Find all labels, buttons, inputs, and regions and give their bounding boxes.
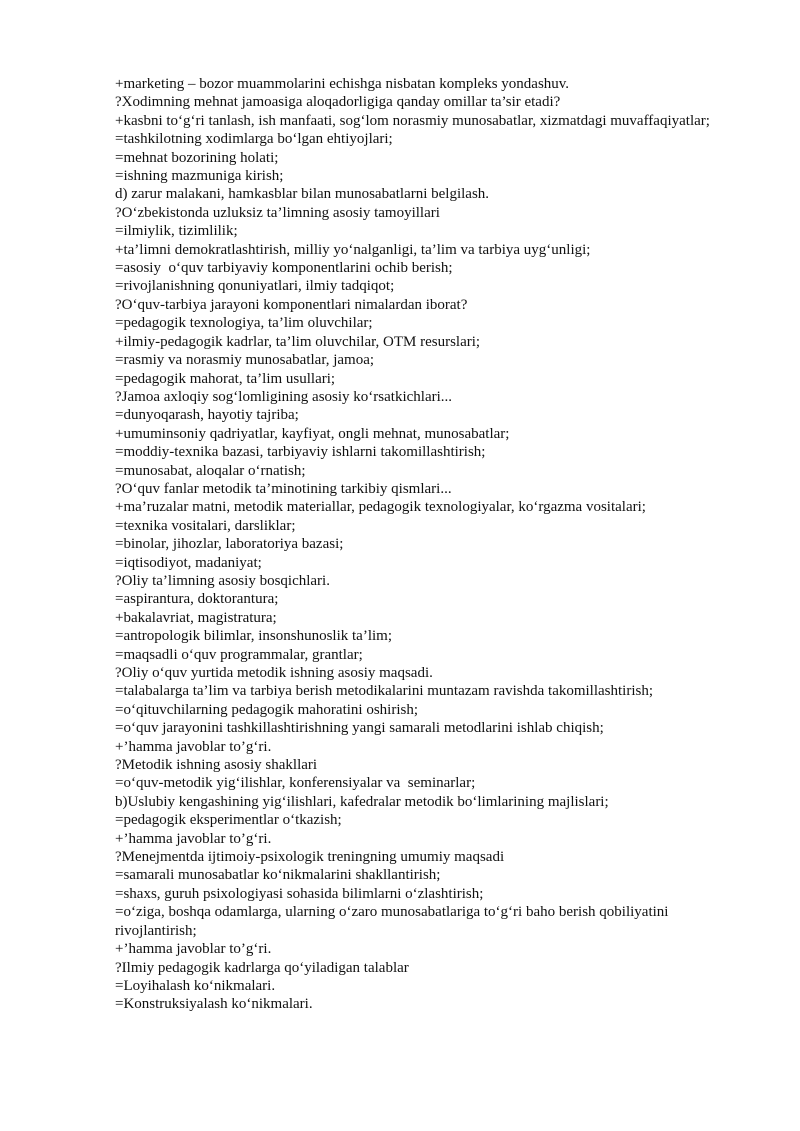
text-line: b)Uslubiy kengashining yig‘ilishlari, kafedralar metodik bo‘limlarining majlislari; [115, 793, 609, 810]
text-line: +ta’limni demokratlashtirish, milliy yo‘nalganligi, ta’lim va tarbiya uyg‘unligi; [115, 241, 591, 258]
text-line: ?Ilmiy pedagogik kadrlarga qo‘yiladigan talablar [115, 959, 409, 976]
text-line: ?O‘zbekistonda uzluksiz ta’limning asosiy tamoyillari [115, 204, 440, 221]
text-line: =o‘quv jarayonini tashkillashtirishning yangi samarali metodlarini ishlab chiqish; [115, 720, 604, 737]
text-line: =antropologik bilimlar, insonshunoslik ta’lim; [115, 628, 393, 645]
text-line: =texnika vositalari, darsliklar; [115, 517, 296, 534]
text-line: +ilmiy-pedagogik kadrlar, ta’lim oluvchilar, OTM resurslari; [115, 333, 481, 350]
text-line: ?Metodik ishning asosiy shakllari [115, 757, 318, 774]
text-line: =tashkilotning xodimlarga bo‘lgan ehtiyojlari; [115, 131, 393, 148]
text-line: =o‘qituvchilarning pedagogik mahoratini oshirish; [115, 701, 418, 718]
text-line: =shaxs, guruh psixologiyasi sohasida bilimlarni o‘zlashtirish; [115, 885, 484, 902]
document-page [115, 75, 735, 1014]
text-line: ?O‘quv-tarbiya jarayoni komponentlari nimalardan iborat? [115, 296, 468, 313]
text-line: =talabalarga ta’lim va tarbiya berish metodikalarini muntazam ravishda takomillashtirish; [115, 683, 654, 700]
text-line: =dunyoqarash, hayotiy tajriba; [115, 407, 299, 424]
text-line: ?Xodimning mehnat jamoasiga aloqadorligiga qanday omillar ta’sir etadi? [115, 94, 561, 111]
text-line: =rasmiy va norasmiy munosabatlar, jamoa; [115, 352, 375, 369]
text-line: +bakalavriat, magistratura; [115, 609, 277, 626]
text-line: =pedagogik eksperimentlar o‘tkazish; [115, 812, 342, 829]
text-line: =pedagogik mahorat, ta’lim usullari; [115, 370, 336, 387]
text-line: =o‘ziga, boshqa odamlarga, ularning o‘zaro munosabatlariga to‘g‘ri baho berish qobiliyatini rivojlantirish; [115, 904, 673, 939]
text-line: =Loyihalash ko‘nikmalari. [115, 977, 276, 994]
text-line: =maqsadli o‘quv programmalar, grantlar; [115, 646, 363, 663]
text-line: =ishning mazmuniga kirish; [115, 168, 284, 185]
text-line: =rivojlanishning qonuniyatlari, ilmiy tadqiqot; [115, 278, 395, 295]
text-line: +umuminsoniy qadriyatlar, kayfiyat, ongli mehnat, munosabatlar; [115, 425, 510, 442]
text-line: =Konstruksiyalash ko‘nikmalari. [115, 996, 313, 1013]
text-line: +marketing – bozor muammolarini echishga nisbatan kompleks yondashuv. [115, 76, 570, 92]
text-line: =moddiy-texnika bazasi, tarbiyaviy ishlarni takomillashtirish; [115, 444, 486, 461]
text-line: +’hamma javoblar to’g‘ri. [115, 941, 272, 958]
text-line: ?Jamoa axloqiy sog‘lomligining asosiy ko‘rsatkichlari... [115, 388, 453, 405]
text-line: +’hamma javoblar to’g‘ri. [115, 738, 272, 755]
text-line: =samarali munosabatlar ko‘nikmalarini shakllantirish; [115, 867, 441, 884]
text-line: ?Menejmentda ijtimoiy-psixologik treningning umumiy maqsadi [115, 849, 505, 866]
text-line: =pedagogik texnologiya, ta’lim oluvchilar; [115, 315, 373, 332]
text-line: +kasbni to‘g‘ri tanlash, ish manfaati, sog‘lom norasmiy munosabatlar, xizmatdagi muvaffaqiyatlar; [115, 112, 710, 129]
text-line: +’hamma javoblar to’g‘ri. [115, 830, 272, 847]
text-line: =o‘quv-metodik yig‘ilishlar, konferensiyalar va seminarlar; [115, 775, 476, 792]
text-line: =aspirantura, doktorantura; [115, 591, 279, 608]
text-line: =mehnat bozorining holati; [115, 149, 279, 166]
text-line: =munosabat, aloqalar o‘rnatish; [115, 462, 306, 479]
text-line: =iqtisodiyot, madaniyat; [115, 554, 262, 571]
text-line: +ma’ruzalar matni, metodik materiallar, pedagogik texnologiyalar, ko‘rgazma vositalari; [115, 499, 646, 516]
text-line: =asosiy o‘quv tarbiyaviy komponentlarini ochib berish; [115, 260, 453, 277]
text-line: ?O‘quv fanlar metodik ta’minotining tarkibiy qismlari... [115, 480, 452, 497]
text-line: =binolar, jihozlar, laboratoriya bazasi; [115, 536, 344, 553]
text-line: ?Oliy o‘quv yurtida metodik ishning asosiy maqsadi. [115, 665, 433, 681]
text-line: ?Oliy ta’limning asosiy bosqichlari. [115, 572, 330, 589]
text-line: =ilmiylik, tizimlilik; [115, 223, 238, 240]
text-line: d) zarur malakani, hamkasblar bilan munosabatlarni belgilash. [115, 186, 490, 203]
